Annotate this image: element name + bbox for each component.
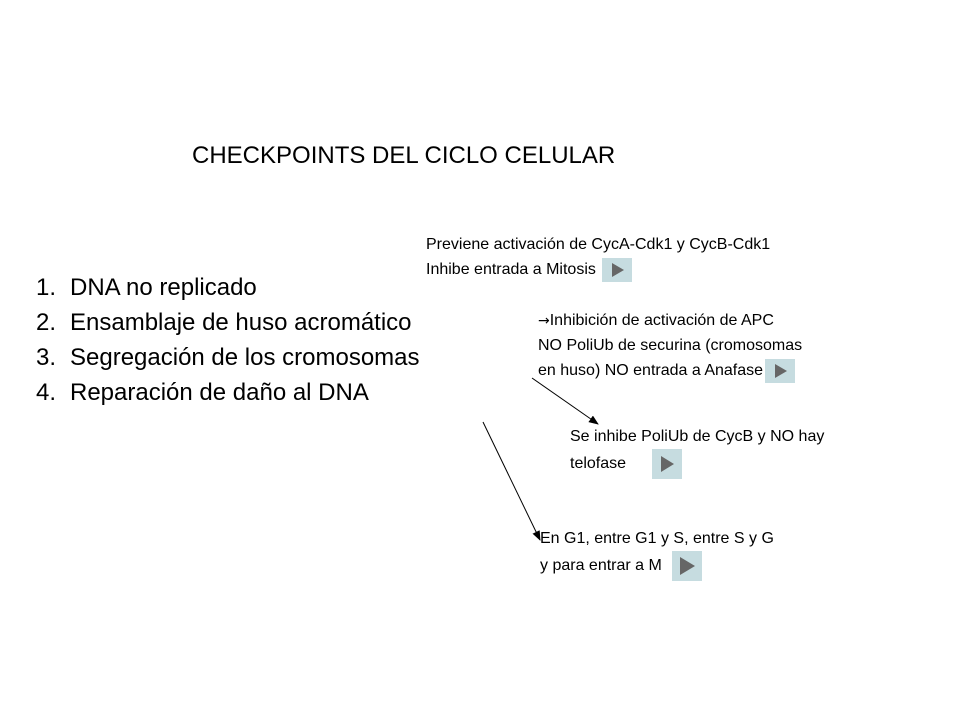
right-arrow-icon: → [538,313,550,329]
list-item-number: 2. [36,309,57,336]
note-line-text: Inhibición de activación de APC [549,312,774,329]
list-item-text: Ensamblaje de huso acromático [70,309,412,336]
note-line-text: Inhibe entrada a Mitosis [426,261,596,278]
arrow-to-telofase-note [532,378,598,424]
list-item-text: Segregación de los cromosomas [70,344,420,371]
note-line-text: telofase [570,455,627,473]
note-line: Previene activación de CycA-Cdk1 y CycB-Cdk1 [426,236,771,253]
list-item-text: DNA no replicado [70,274,257,301]
slide-title: CHECKPOINTS DEL CICLO CELULAR [192,142,616,169]
note-line: En G1, entre G1 y S, entre S y G [540,530,774,547]
list-item-text: Reparación de daño al DNA [70,379,369,406]
note-line: NO PoliUb de securina (cromosomas [538,337,803,354]
arrow-to-g1-note [483,422,540,540]
note-line: Se inhibe PoliUb de CycB y NO hay [570,428,825,445]
note-line-text: y para entrar a M [540,557,662,575]
list-item-number: 3. [36,344,57,371]
note-line-text: en huso) NO entrada a Anafase [538,362,764,379]
list-item-number: 4. [36,379,57,406]
list-item-number: 1. [36,274,57,301]
